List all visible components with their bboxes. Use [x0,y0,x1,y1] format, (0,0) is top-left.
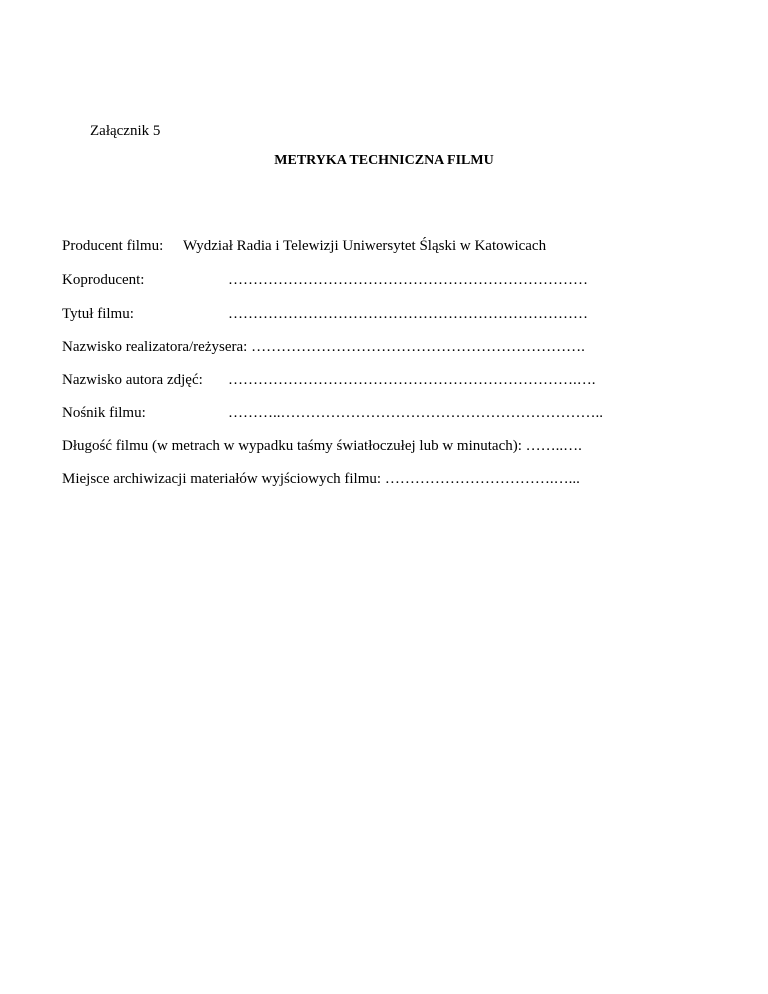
medium-blank: ………..……………………………………………………….. [228,405,603,421]
length-label: Długość filmu (w metrach w wypadku taśmy światłoczułej lub w minutach): [62,438,522,454]
producer-label: Producent filmu: [62,238,164,254]
camera-author-blank: …………………………………………………………….…. [228,372,596,388]
document-title: METRYKA TECHNICZNA FILMU [274,153,494,168]
archive-label: Miejsce archiwizacji materiałów wyjściowych filmu: [62,471,382,487]
coproducer-blank: ……………………………………………………………… [228,272,588,288]
length-row [62,437,582,455]
director-row [62,338,585,356]
archive-blank: …………………………….…... [384,471,580,487]
director-label: Nazwisko realizatora/reżysera: [62,339,248,355]
director-blank: …………………………………………………………. [251,339,585,355]
annex-label: Załącznik 5 [90,123,161,139]
medium-label: Nośnik filmu: [62,405,146,421]
film-title-label: Tytuł filmu: [62,306,134,322]
camera-author-label: Nazwisko autora zdjęć: [62,372,203,388]
producer-value: Wydział Radia i Telewizji Uniwersytet Śląski w Katowicach [183,238,547,254]
archive-row [62,470,580,488]
length-blank: ……..…. [525,438,582,454]
coproducer-label: Koproducent: [62,272,145,288]
film-title-blank: ……………………………………………………………… [228,306,588,322]
